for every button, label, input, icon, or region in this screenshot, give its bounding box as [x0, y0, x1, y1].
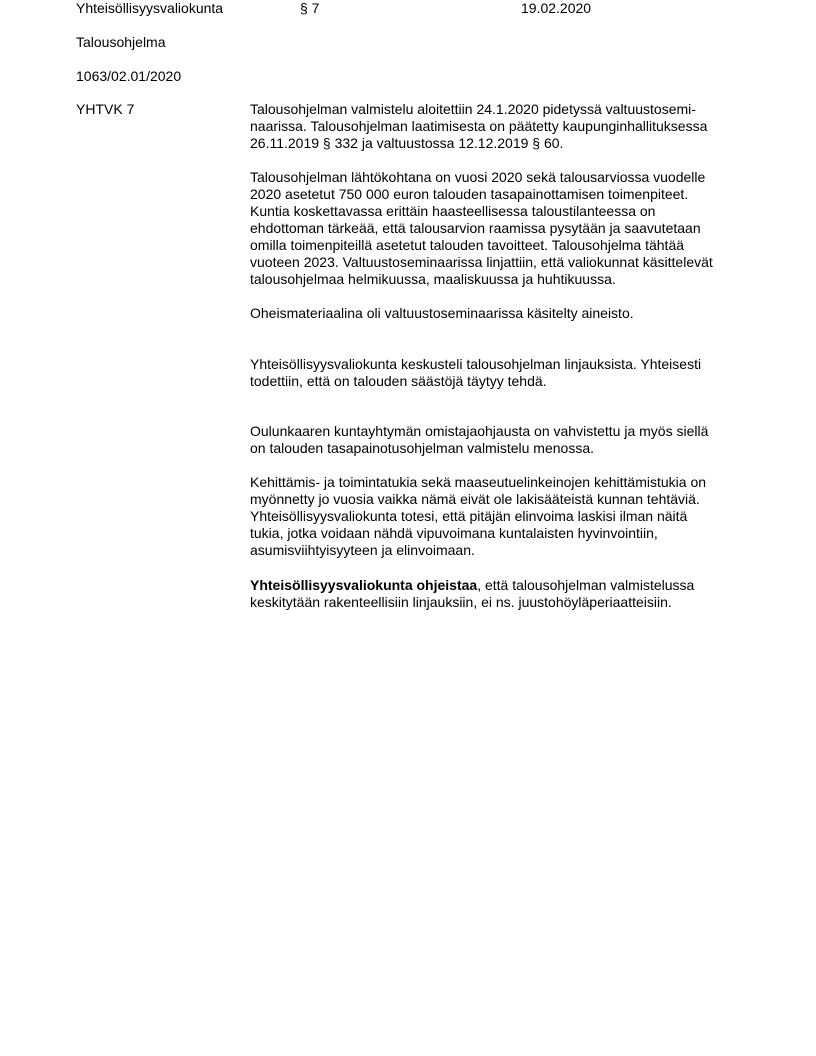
text-line: on talouden tasapainotusohjelman valmistelu menossa. — [250, 440, 594, 456]
text-line: omilla toimenpiteillä asetetut talouden tavoitteet. Talousohjelma tähtää — [250, 237, 685, 253]
text-line: Yhteisöllisyysvaliokunta totesi, että pitäjän elinvoima laskisi ilman näitä — [250, 508, 688, 524]
decision-line — [250, 577, 750, 594]
text-line: naarissa. Talousohjelman laatimisesta on päätetty kaupunginhallituksessa — [250, 118, 708, 134]
meeting-date: 19.02.2020 — [521, 0, 592, 16]
text-line: Talousohjelman lähtökohtana on vuosi 2020 sekä talousarviossa vuodelle — [250, 169, 706, 185]
text-line: vuoteen 2023. Valtuustoseminaarissa linjattiin, että valiokunnat käsittelevät — [250, 254, 713, 270]
case-code: YHTVK 7 — [76, 101, 135, 117]
subject-title: Talousohjelma — [76, 34, 166, 50]
text-line: tukia, jotka voidaan nähdä vipuvoimana kuntalaisten hyvinvointiin, — [250, 525, 658, 541]
paragraph-discussion — [250, 356, 750, 390]
record-number: 1063/02.01/2020 — [76, 68, 182, 84]
text-line: Kehittämis- ja toimintatukia sekä maaseutuelinkeinojen kehittämistukia on — [250, 474, 707, 490]
paragraph-subsidies — [250, 474, 750, 559]
text-line: Kuntia koskettavassa erittäin haasteellisessa taloustilanteessa on — [250, 203, 656, 219]
decision-rest: , että talousohjelman valmistelussa — [477, 577, 695, 593]
paragraph-oulunkaari — [250, 423, 750, 457]
text-line: keskitytään rakenteellisiin linjauksiin, ei ns. juustohöyläperiaatteisiin. — [250, 594, 672, 610]
text-line: Oheismateriaalina oli valtuustoseminaarissa käsitelty aineisto. — [250, 305, 634, 321]
text-line: Yhteisöllisyysvaliokunta keskusteli talousohjelman linjauksista. Yhteisesti — [250, 356, 702, 372]
text-line: Talousohjelman valmistelu aloitettiin 24.1.2020 pidetyssä valtuustosemi- — [250, 101, 696, 117]
decision-lead: Yhteisöllisyysvaliokunta ohjeistaa — [250, 577, 478, 593]
section-number: § 7 — [300, 0, 320, 16]
text-line: Oulunkaaren kuntayhtymän omistajaohjausta on vahvistettu ja myös siellä — [250, 423, 709, 439]
text-line: 2020 asetetut 750 000 euron talouden tasapainottamisen toimenpiteet. — [250, 186, 689, 202]
paragraph-attachment — [250, 305, 750, 322]
text-line: asumisviihtyisyyteen ja elinvoimaan. — [250, 542, 475, 558]
paragraph-decision — [250, 577, 750, 611]
text-line: talousohjelmaa helmikuussa, maaliskuussa ja huhtikuussa. — [250, 271, 616, 287]
text-line: myönnetty jo vuosia vaikka nämä eivät ole lakisääteistä kunnan tehtäviä. — [250, 491, 700, 507]
text-line: 26.11.2019 § 332 ja valtuustossa 12.12.2019 § 60. — [250, 135, 564, 151]
paragraph-preparation — [250, 101, 750, 152]
paragraph-starting-point — [250, 169, 750, 288]
text-line: ehdottoman tärkeää, että talousarvion raamissa pysytään ja saavutetaan — [250, 220, 701, 236]
text-line: todettiin, että on talouden säästöjä täytyy tehdä. — [250, 373, 547, 389]
committee-name: Yhteisöllisyysvaliokunta — [76, 0, 224, 16]
